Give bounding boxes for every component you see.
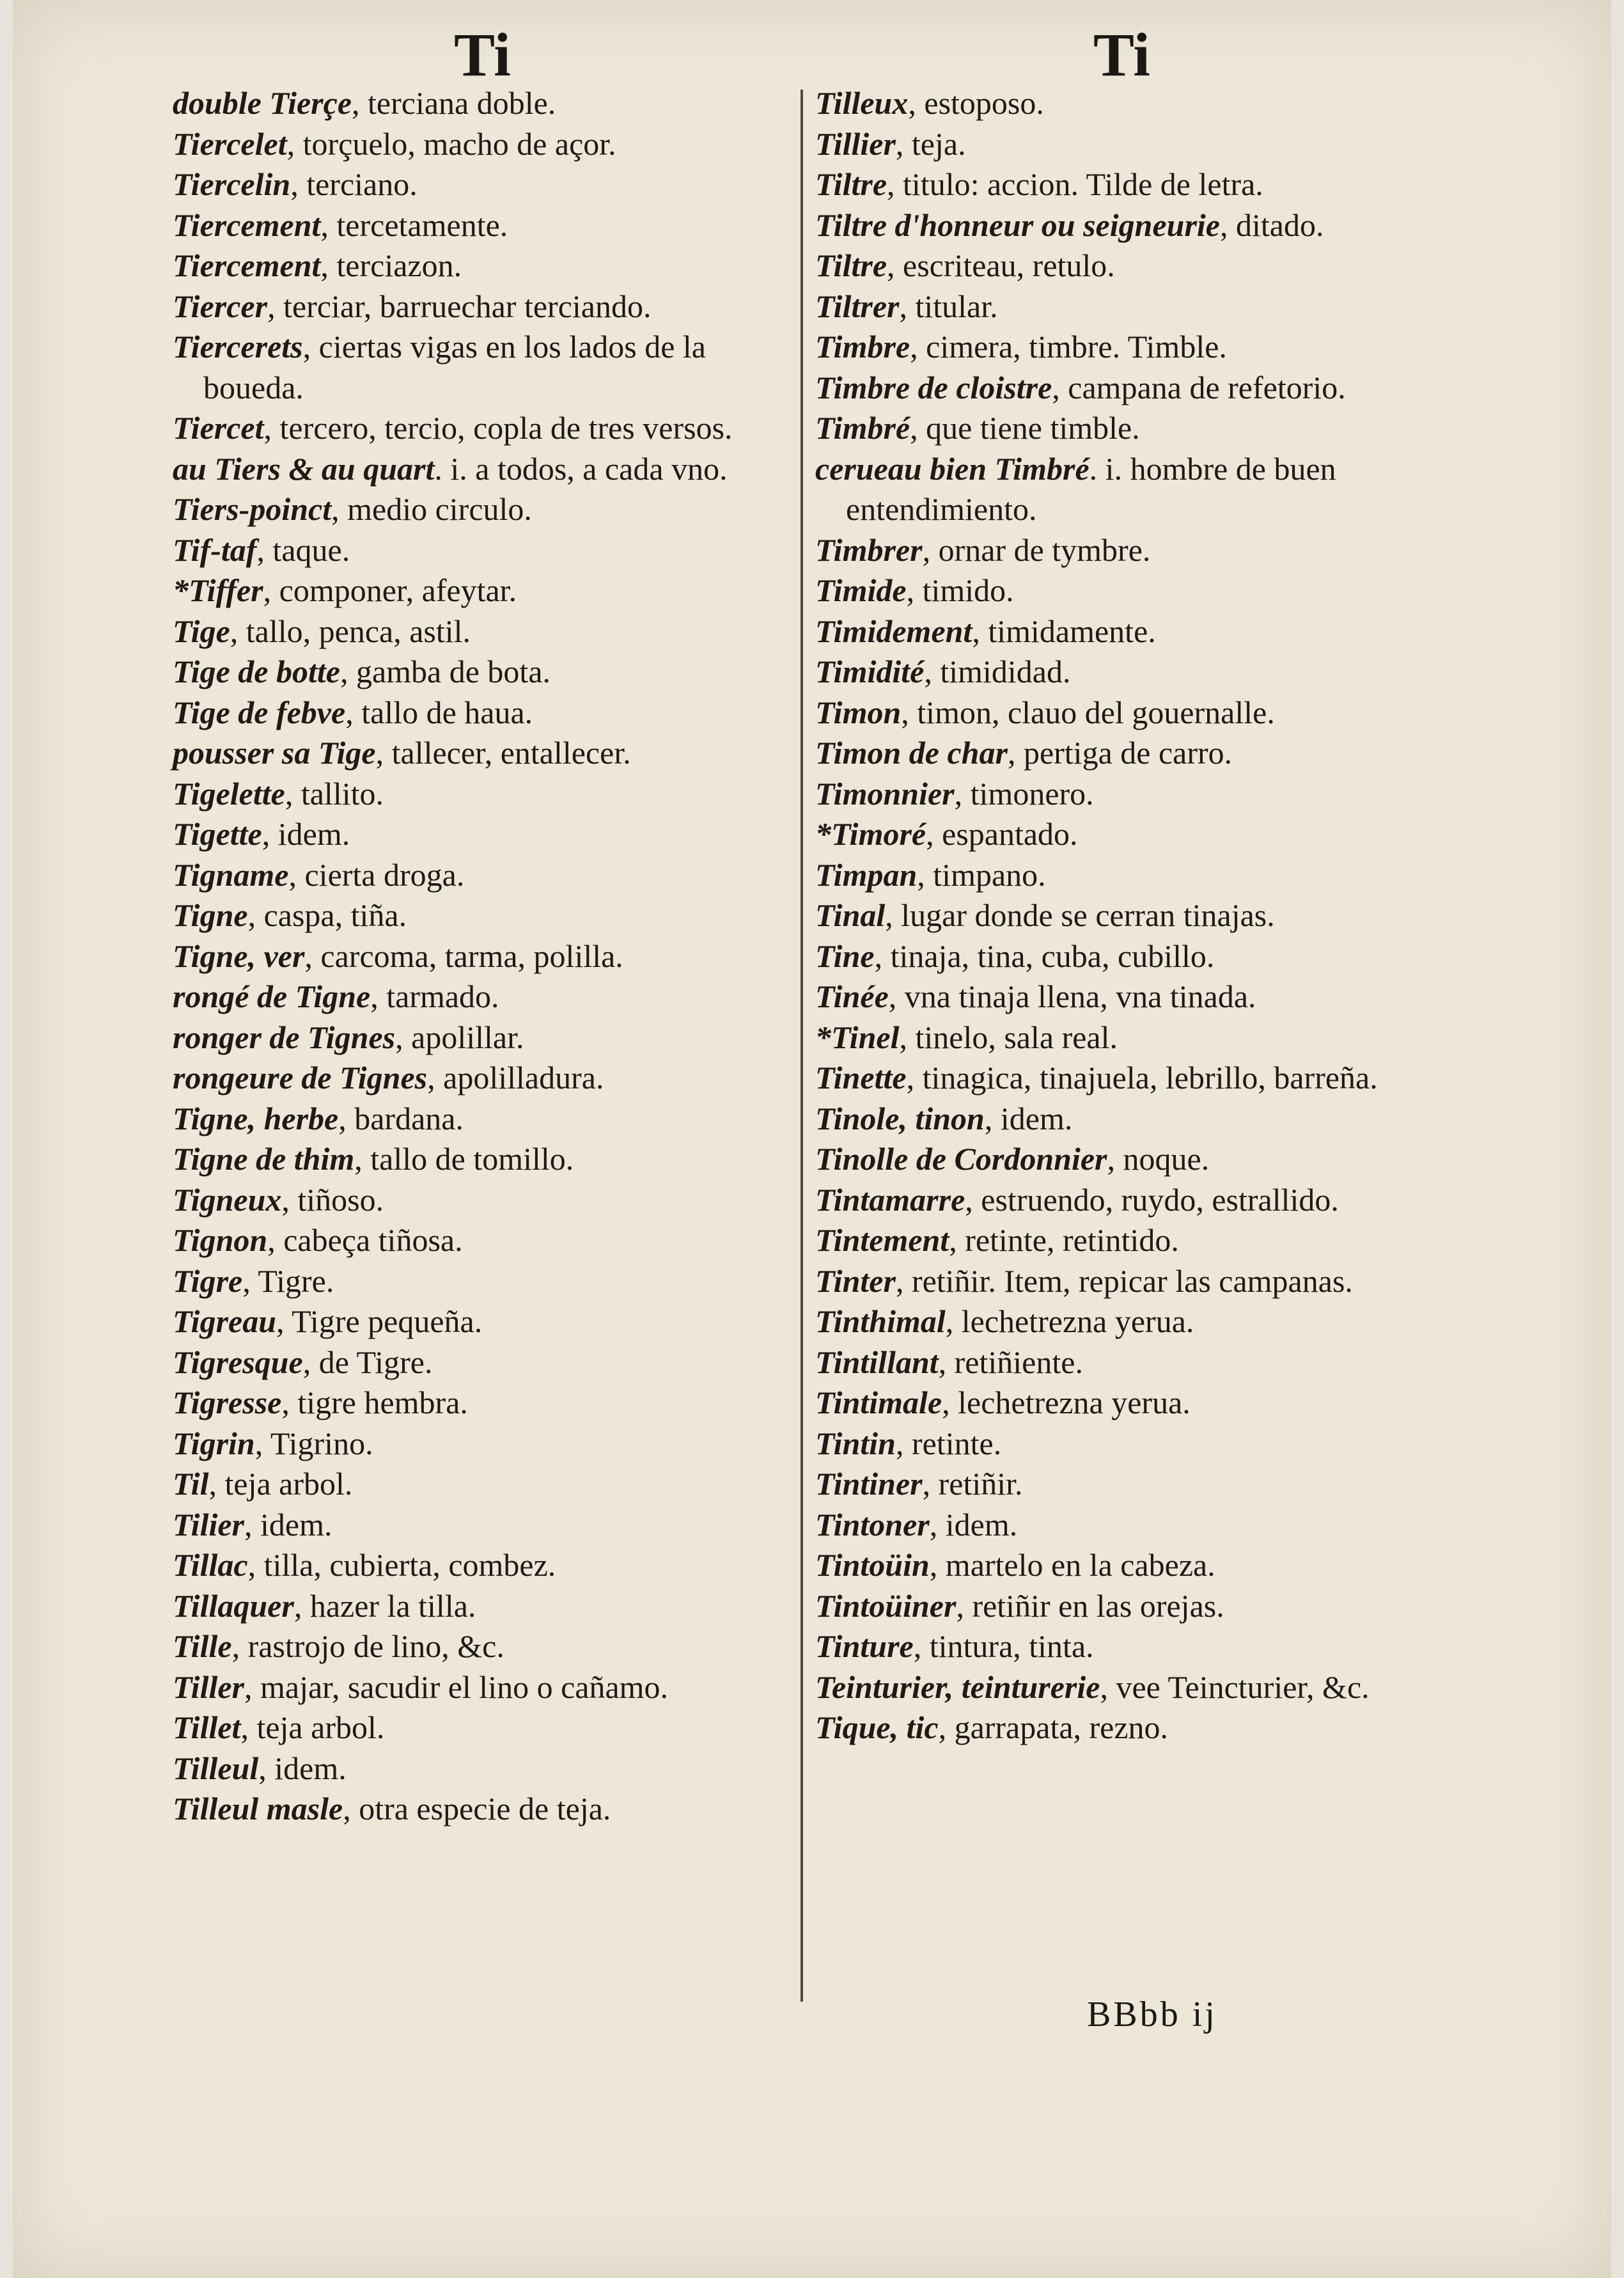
dictionary-entry (173, 1464, 786, 1505)
entry-definition: , taque. (256, 531, 350, 568)
dictionary-entry (815, 1464, 1429, 1505)
entry-definition: , terciano. (290, 166, 418, 202)
dictionary-entry (815, 1058, 1429, 1099)
entry-headword: Tintimale (815, 1385, 942, 1420)
entry-definition: , tilla, cubierta, combez. (247, 1547, 556, 1583)
entry-definition: . i. a todos, a cada vno. (434, 450, 728, 487)
entry-definition: , Tigre pequeña. (276, 1303, 483, 1339)
entry-headword: Tigne, ver (173, 938, 305, 974)
dictionary-entry (173, 327, 786, 408)
entry-headword: Timon (815, 694, 902, 730)
dictionary-page (13, 0, 1611, 2278)
right-column (815, 83, 1429, 1748)
entry-definition: , titular. (899, 288, 998, 324)
entry-headword: Tintillant (815, 1344, 939, 1380)
dictionary-entry (173, 164, 786, 205)
entry-headword: Tigne (173, 897, 248, 933)
entry-headword: *Tiffer (173, 572, 263, 608)
dictionary-entry (815, 895, 1429, 936)
entry-headword: Tiercer (173, 288, 268, 324)
dictionary-entry (173, 1261, 786, 1302)
entry-headword: rongeure de Tignes (173, 1060, 428, 1096)
entry-headword: Tinée (815, 978, 889, 1014)
entry-definition: , carcoma, tarma, polilla. (304, 938, 623, 974)
dictionary-entry (173, 449, 786, 490)
dictionary-entry (815, 693, 1429, 734)
entry-headword: Tige de febve (173, 694, 346, 730)
entry-headword: Tiercement (173, 207, 321, 243)
entry-definition: , teja arbol. (240, 1709, 385, 1745)
entry-headword: Tigresque (173, 1344, 303, 1380)
entry-definition: , lechetrezna yerua. (942, 1385, 1191, 1420)
entry-headword: Timbrer (815, 531, 923, 568)
entry-headword: Timpan (815, 856, 917, 893)
entry-headword: rongé de Tigne (173, 978, 371, 1014)
dictionary-entry (815, 164, 1429, 205)
dictionary-entry (815, 1261, 1429, 1302)
entry-headword: Tiller (173, 1669, 245, 1705)
entry-headword: Tilleul masle (173, 1791, 343, 1826)
entry-headword: Tinter (815, 1262, 896, 1299)
entry-definition: , medio circulo. (331, 491, 532, 527)
dictionary-entry (815, 449, 1429, 530)
entry-definition: , tiñoso. (281, 1181, 384, 1218)
entry-headword: Tinture (815, 1628, 914, 1664)
entry-headword: Tiltre (815, 247, 887, 283)
entry-definition: , tallo, penca, astil. (230, 613, 471, 649)
entry-definition: , tarmado. (370, 978, 499, 1014)
entry-definition: , escriteau, retulo. (887, 247, 1115, 283)
entry-headword: Tillaquer (173, 1587, 294, 1624)
dictionary-entry (173, 1342, 786, 1383)
dictionary-entry (173, 652, 786, 693)
dictionary-entry (815, 936, 1429, 977)
dictionary-entry (173, 895, 786, 936)
entry-definition: , ditado. (1219, 207, 1324, 243)
entry-headword: *Tinel (815, 1019, 900, 1055)
dictionary-entry (815, 1626, 1429, 1667)
dictionary-entry (173, 1789, 786, 1830)
entry-definition: , timidamente. (972, 613, 1156, 649)
entry-definition: , cierta droga. (288, 856, 465, 893)
entry-headword: Tinal (815, 897, 886, 933)
entry-definition: , idem. (258, 1750, 347, 1786)
entry-definition: , terciana doble. (352, 85, 556, 121)
entry-headword: Tintement (815, 1222, 949, 1258)
entry-headword: Timidement (815, 613, 972, 649)
entry-definition: , lugar donde se cerran tinajas. (885, 897, 1275, 933)
dictionary-entry (815, 652, 1429, 693)
entry-definition: , vee Teincturier, &c. (1100, 1669, 1370, 1705)
dictionary-entry (173, 246, 786, 287)
entry-headword: Tintiner (815, 1466, 923, 1502)
dictionary-entry (815, 1545, 1429, 1586)
entry-definition: , timonero. (954, 775, 1094, 812)
entry-headword: Tilleul (173, 1750, 259, 1786)
dictionary-entry (815, 1139, 1429, 1180)
entry-definition: , tercero, tercio, copla de tres versos. (263, 410, 733, 446)
dictionary-entry (815, 1301, 1429, 1342)
dictionary-entry (173, 1017, 786, 1058)
entry-headword: Tigrin (173, 1425, 255, 1461)
dictionary-entry (173, 1626, 786, 1667)
entry-definition: , Tigrino. (254, 1425, 373, 1461)
entry-headword: Tillac (173, 1547, 248, 1583)
entry-definition: , apolilladura. (427, 1060, 604, 1096)
entry-headword: Tigresse (173, 1385, 282, 1420)
dictionary-entry (815, 83, 1429, 124)
entry-definition: , idem. (262, 816, 350, 852)
entry-headword: Tiercelet (173, 125, 287, 162)
entry-definition: , retiñir en las orejas. (956, 1587, 1224, 1624)
entry-headword: *Timoré (815, 816, 926, 852)
entry-headword: cerueau bien Timbré (815, 450, 1089, 487)
dictionary-entry (173, 530, 786, 571)
entry-headword: Tiltre d'honneur ou seigneurie (815, 207, 1220, 243)
running-head-right: Ti (1093, 20, 1150, 89)
dictionary-entry (173, 1708, 786, 1748)
entry-definition: , timon, clauo del gouernalle. (901, 694, 1275, 730)
dictionary-entry (815, 570, 1429, 611)
entry-definition: . i. hombre de buen entendimiento. (846, 450, 1336, 527)
entry-definition: , torçuelo, macho de açor. (286, 125, 616, 162)
entry-headword: Timide (815, 572, 907, 608)
entry-definition: , de Tigre. (302, 1344, 433, 1380)
dictionary-entry (815, 1505, 1429, 1546)
column-divider (800, 90, 803, 2002)
entry-headword: Timon de char (815, 735, 1008, 771)
dictionary-entry (173, 570, 786, 611)
entry-definition: , garrapata, rezno. (938, 1709, 1169, 1745)
dictionary-entry (815, 733, 1429, 774)
entry-headword: au Tiers & au quart (173, 450, 435, 487)
entry-headword: Tillier (815, 125, 896, 162)
entry-headword: Tintin (815, 1425, 896, 1461)
entry-headword: Tinthimal (815, 1303, 946, 1339)
dictionary-entry (173, 1301, 786, 1342)
entry-definition: , tigre hembra. (281, 1385, 468, 1420)
dictionary-entry (815, 1424, 1429, 1465)
entry-headword: Tiltre (815, 166, 887, 202)
dictionary-entry (815, 855, 1429, 896)
entry-definition: , apolillar. (395, 1019, 524, 1055)
entry-headword: Tille (173, 1628, 232, 1664)
entry-definition: , tintura, tinta. (913, 1628, 1094, 1664)
entry-definition: , retinte. (895, 1425, 1002, 1461)
entry-definition: , tallecer, entallecer. (375, 735, 631, 771)
entry-headword: Tintamarre (815, 1181, 965, 1218)
entry-definition: , campana de refetorio. (1052, 369, 1346, 405)
entry-definition: , retiñir. Item, repicar las campanas. (895, 1262, 1353, 1299)
entry-definition: , componer, afeytar. (263, 572, 517, 608)
entry-definition: , tallo de haua. (345, 694, 533, 730)
dictionary-entry (815, 1342, 1429, 1383)
dictionary-entry (173, 1099, 786, 1140)
entry-headword: Tintoüin (815, 1547, 930, 1583)
dictionary-entry (173, 1058, 786, 1099)
dictionary-entry (173, 611, 786, 652)
entry-definition: , tinaja, tina, cuba, cubillo. (874, 938, 1215, 974)
entry-definition: , estoposo. (908, 85, 1044, 121)
entry-headword: Tique, tic (815, 1709, 939, 1745)
dictionary-entry (173, 814, 786, 855)
entry-definition: , tallito. (285, 775, 384, 812)
entry-definition: , martelo en la cabeza. (929, 1547, 1215, 1583)
entry-definition: , majar, sacudir el lino o cañamo. (244, 1669, 669, 1705)
entry-headword: Timbre de cloistre (815, 369, 1052, 405)
dictionary-entry (815, 246, 1429, 287)
entry-definition: , noque. (1107, 1141, 1210, 1177)
entry-definition: , gamba de bota. (340, 654, 551, 689)
entry-definition: , terciazon. (320, 247, 462, 283)
entry-headword: Til (173, 1466, 209, 1502)
dictionary-entry (815, 774, 1429, 815)
dictionary-entry (173, 1424, 786, 1465)
entry-definition: , tinelo, sala real. (899, 1019, 1118, 1055)
entry-definition: , rastrojo de lino, &c. (231, 1628, 504, 1664)
entry-definition: , timididad. (924, 654, 1071, 689)
entry-definition: , ciertas vigas en los lados de la boueda. (203, 329, 706, 405)
entry-headword: Tignon (173, 1222, 268, 1258)
entry-definition: , espantado. (926, 816, 1078, 852)
entry-headword: Tinolle de Cordonnier (815, 1141, 1107, 1177)
entry-definition: , terciar, barruechar terciando. (267, 288, 652, 324)
entry-headword: Tiercelin (173, 166, 291, 202)
dictionary-entry (173, 855, 786, 896)
entry-headword: Timonnier (815, 775, 955, 812)
entry-headword: Tinette (815, 1060, 907, 1096)
dictionary-entry (173, 774, 786, 815)
dictionary-entry (173, 733, 786, 774)
dictionary-entry (173, 977, 786, 1017)
entry-headword: Tiercement (173, 247, 321, 283)
dictionary-entry (173, 693, 786, 734)
running-head-left: Ti (454, 20, 511, 89)
entry-definition: , ornar de tymbre. (922, 531, 1151, 568)
entry-definition: , idem. (929, 1506, 1018, 1543)
entry-headword: Tif-taf (173, 531, 257, 568)
dictionary-entry (173, 1545, 786, 1586)
entry-headword: Tigname (173, 856, 289, 893)
entry-headword: Tiltrer (815, 288, 900, 324)
entry-headword: Tintoner (815, 1506, 930, 1543)
dictionary-entry (173, 124, 786, 165)
entry-definition: , teja arbol. (208, 1466, 353, 1502)
entry-definition: , tinagica, tinajuela, lebrillo, barreña. (906, 1060, 1378, 1096)
entry-definition: , tallo de tomillo. (354, 1141, 574, 1177)
dictionary-entry (173, 1220, 786, 1261)
dictionary-entry (815, 287, 1429, 327)
entry-headword: Tigneux (173, 1181, 282, 1218)
entry-headword: Tige (173, 613, 230, 649)
entry-definition: , teja. (895, 125, 966, 162)
dictionary-entry (815, 530, 1429, 571)
entry-headword: Tinole, tinon (815, 1100, 985, 1136)
dictionary-entry (815, 205, 1429, 246)
entry-headword: Tiers-poinct (173, 491, 332, 527)
dictionary-entry (173, 936, 786, 977)
entry-headword: Timbre (815, 329, 910, 365)
dictionary-entry (173, 1139, 786, 1180)
entry-headword: double Tierçe (173, 85, 352, 121)
entry-definition: , estruendo, ruydo, estrallido. (965, 1181, 1339, 1218)
dictionary-entry (815, 1220, 1429, 1261)
dictionary-entry (173, 287, 786, 327)
entry-definition: , tercetamente. (320, 207, 508, 243)
entry-headword: Tillet (173, 1709, 241, 1745)
entry-definition: , pertiga de carro. (1007, 735, 1233, 771)
entry-headword: Tigelette (173, 775, 285, 812)
signature-mark: BBbb ij (1087, 1995, 1217, 2034)
dictionary-entry (815, 327, 1429, 368)
entry-definition: , caspa, tiña. (247, 897, 407, 933)
dictionary-entry (173, 1586, 786, 1627)
entry-definition: , idem. (984, 1100, 1073, 1136)
entry-headword: Tiercerets (173, 329, 303, 365)
entry-headword: Teinturier, teinturerie (815, 1669, 1100, 1705)
dictionary-entry (173, 1667, 786, 1708)
dictionary-entry (173, 408, 786, 449)
dictionary-entry (815, 368, 1429, 409)
entry-headword: Tintoüiner (815, 1587, 956, 1624)
entry-headword: Tigre (173, 1262, 243, 1299)
entry-headword: Tilleux (815, 85, 909, 121)
dictionary-entry (815, 977, 1429, 1017)
entry-definition: , lechetrezna yerua. (945, 1303, 1194, 1339)
entry-headword: Tiercet (173, 410, 264, 446)
entry-headword: pousser sa Tige (173, 735, 376, 771)
dictionary-entry (815, 1667, 1429, 1708)
dictionary-entry (815, 814, 1429, 855)
left-column (173, 83, 786, 1830)
entry-definition: , hazer la tilla. (293, 1587, 476, 1624)
dictionary-entry (815, 408, 1429, 449)
entry-headword: Tine (815, 938, 875, 974)
entry-definition: , otra especie de teja. (343, 1791, 611, 1826)
entry-definition: , retinte, retintido. (949, 1222, 1179, 1258)
entry-headword: Tigreau (173, 1303, 277, 1339)
dictionary-entry (173, 489, 786, 530)
entry-definition: , idem. (244, 1506, 332, 1543)
dictionary-entry (815, 1586, 1429, 1627)
dictionary-entry (173, 1180, 786, 1221)
entry-headword: Tigne de thim (173, 1141, 355, 1177)
entry-definition: , titulo: accion. Tilde de letra. (887, 166, 1263, 202)
dictionary-entry (815, 1099, 1429, 1140)
entry-definition: , vna tinaja llena, vna tinada. (888, 978, 1256, 1014)
entry-definition: , que tiene timble. (910, 410, 1140, 446)
entry-definition: , retiñir. (922, 1466, 1023, 1502)
entry-headword: Tige de botte (173, 654, 340, 689)
entry-headword: Timbré (815, 410, 910, 446)
dictionary-entry (815, 1180, 1429, 1221)
entry-headword: Timidité (815, 654, 925, 689)
entry-definition: , timpano. (917, 856, 1046, 893)
dictionary-entry (815, 611, 1429, 652)
dictionary-entry (173, 205, 786, 246)
entry-definition: , retiñiente. (938, 1344, 1083, 1380)
entry-definition: , timido. (906, 572, 1014, 608)
dictionary-entry (173, 1383, 786, 1424)
entry-headword: Tigette (173, 816, 262, 852)
dictionary-entry (173, 83, 786, 124)
dictionary-entry (173, 1505, 786, 1546)
entry-headword: Tilier (173, 1506, 245, 1543)
entry-definition: , bardana. (338, 1100, 464, 1136)
entry-definition: , Tigre. (242, 1262, 334, 1299)
dictionary-entry (815, 1383, 1429, 1424)
entry-headword: ronger de Tignes (173, 1019, 396, 1055)
dictionary-entry (173, 1748, 786, 1789)
entry-headword: Tigne, herbe (173, 1100, 339, 1136)
entry-definition: , cimera, timbre. Timble. (910, 329, 1227, 365)
entry-definition: , cabeça tiñosa. (267, 1222, 463, 1258)
dictionary-entry (815, 124, 1429, 165)
dictionary-entry (815, 1708, 1429, 1748)
dictionary-entry (815, 1017, 1429, 1058)
